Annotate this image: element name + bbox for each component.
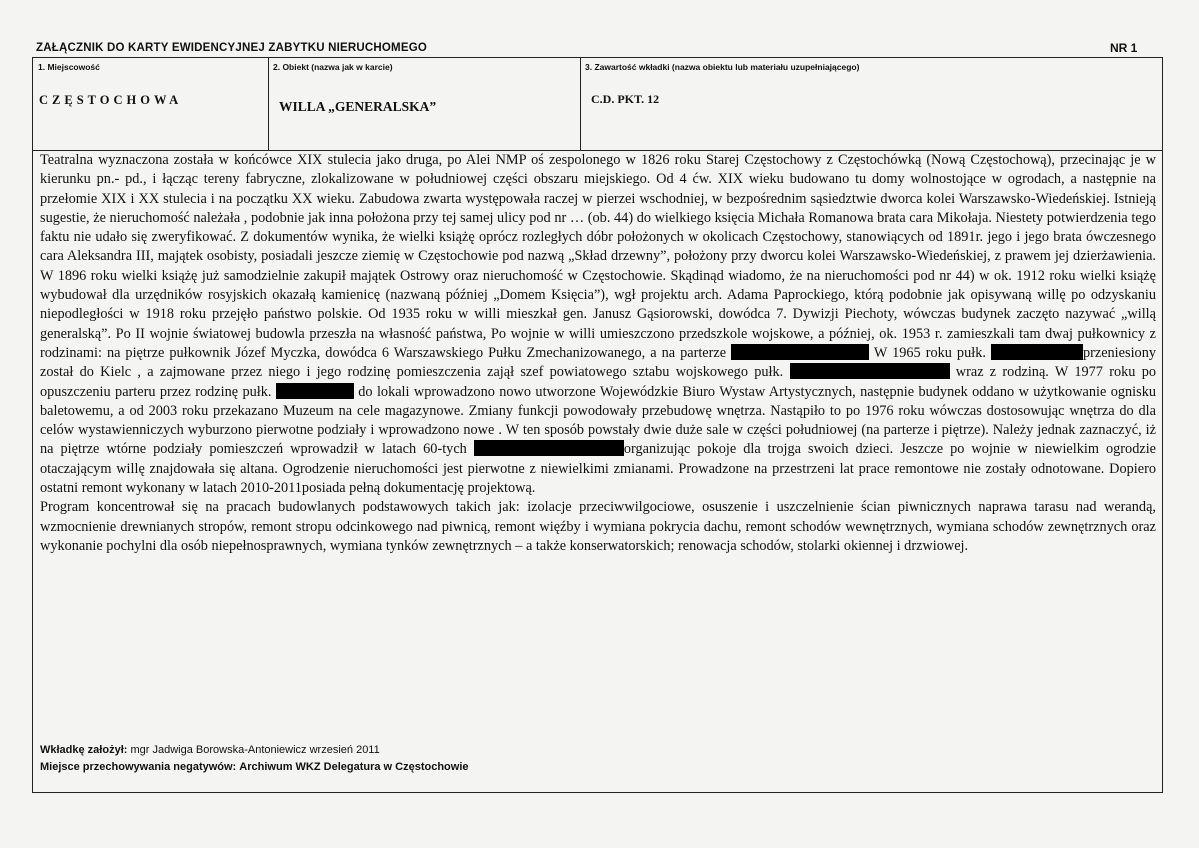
document-number: NR 1 xyxy=(1110,41,1138,55)
text-segment: wraz z rodziną. W 1977 roku po opuszczeniu parteru przez rodzinę pułk. xyxy=(40,364,1156,400)
storage-label: Miejsce przechowywania negatywów: xyxy=(40,761,237,773)
text-segment: przeniesiony został do Kielc , a zajmowane przez niego i jego rodzinę pomieszczenia zajął szef powiatowego sztabu wojskowego pułk. xyxy=(40,344,1156,381)
redaction-bar xyxy=(474,440,624,456)
author-line xyxy=(40,744,380,756)
content-label: 3. Zawartość wkładki (nazwa obiektu lub materiału uzupełniającego) xyxy=(585,62,860,72)
redaction-bar xyxy=(991,344,1083,360)
storage-value: Archiwum WKZ Delegatura w Częstochowie xyxy=(239,761,469,773)
author-value: mgr Jadwiga Borowska-Antoniewicz wrzesień 2011 xyxy=(130,744,380,756)
column-divider xyxy=(580,58,581,150)
form-frame xyxy=(32,57,1163,793)
description-text xyxy=(40,151,1156,556)
text-segment: organizując pokoje dla trojga swoich dzieci. Jeszcze po wojnie w niewielkim ogrodzie otaczającym willę znajdowała się altana. Ogrodzenie nieruchomości jest pierwotne z niewielkimi zmianami. Prowadzone na przestrzeni lat prace remontowe nie zostały odnotowane. Dopiero ostatni remont wykonany w latach 2010-2011posiada pełną dokumentację projektową. xyxy=(40,441,1157,497)
object-value: WILLA „GENERALSKA” xyxy=(279,99,437,114)
redaction-bar xyxy=(731,344,869,360)
column-divider xyxy=(268,58,269,150)
storage-line xyxy=(40,761,469,773)
text-segment: W 1965 roku pułk. xyxy=(873,344,986,361)
description-paragraph: Program koncentrował się na pracach budowlanych podstawowych takich jak: izolacje przeciwwilgociowe, osuszenie i uszczelnienie ścian piwnicznych naprawa tarasu nad werandą, wzmocnienie drewnianych stropów, remont stropu odcinkowego nad piwnicą, remont więźby i wymiana pokrycia dachu, remont schodów wewnętrznych, wymiana schodów zewnętrznych oraz wykonanie pochylni dla osób niepełnosprawnych, wymiana tynków zewnętrznych – a także konserwatorskich; renowacja schodów, stolarki okiennej i drzwiowej. xyxy=(40,499,1156,554)
locality-value: CZĘSTOCHOWA xyxy=(39,93,183,107)
document-title: ZAŁĄCZNIK DO KARTY EWIDENCYJNEJ ZABYTKU NIERUCHOMEGO xyxy=(36,42,427,54)
text-segment: do lokali wprowadzono nowo utworzone Wojewódzkie Biuro Wystaw Artystycznych, następnie budynek oddano w użytkowanie ognisku baletowemu, a od 2003 roku przekazano Muzeum na cele magazynowe. Zmiany funkcji powodowały przebudowę wnętrza. Nastąpiło to po 1976 roku wówczas dostosowując wnętrza do dla celów wystawienniczych wyburzono pierwotne podziały i wprowadzono nowe . W ten sposób powstały dwie duże sale w części południowej (na parterze i piętrze). Należy jednak zaznaczyć, iż na piętrze wtórne podziały pomieszczeń wprowadził w latach 60-tych xyxy=(40,383,1156,458)
text-segment: Teatralna wyznaczona została w końcówce XIX stulecia jako druga, po Alei NMP oś zespolonego w 1826 roku Starej Częstochowy z Częstochówką (Nową Częstochową), przecinając je w kierunku pn.- pd., i łącząc tereny fabryczne, zlokalizowane w południowej części obszaru miejskiego. Od 4 ćw. XIX wieku budowano tu domy wolnostojące w ogrodach, a następnie na przełomie XIX i XX stulecia i na początku XX wieku. Zabudowa zwarta występowała raczej w pierzei wschodniej, w bezpośrednim sąsiedztwie dworca kolei Warszawsko-Wiedeńskiej. Istnieją sugestie, że nieruchomość należała , podobnie jak inna położona przy tej samej ulicy pod nr … (ob. 44) do wielkiego księcia Michała Romanowa brata cara Mikołaja. Niestety potwierdzenia tego faktu nie udało się zweryfikować. Z dokumentów wynika, że wielki książę oprócz rozległych dóbr położonych w okolicach Częstochowy, stanowiących od 1891r. jego i jego brata ówczesnego cara Aleksandra III, majątek osobisty, posiadali jeszcze ziemię w Częstochowie pod nazwą „Skład drzewny”, położony przy dworcu kolei Warszawsko-Wiedeńskiej, z prawem jej dzierżawienia. W 1896 roku wielki książę już samodzielnie zakupił majątek Ostrowy oraz nieruchomość w Częstochowie. Skądinąd wiadomo, że na nieruchomości pod nr 44) w ok. 1912 roku wielki książę wybudował dla urzędników rosyjskich okazałą kamienicę (nazwaną później „Domem Księcia”), wgł projektu arch. Adama Paprockiego, którą podobnie jak opisywaną willę po odzyskaniu niepodległości w 1918 roku przejęło państwo polskie. Od 1935 roku w willi mieszkał gen. Janusz Gąsiorowski, dowódca 7. Dywizji Piechoty, wówczas budynek zaczęto nazywać „willą generalską”. Po II wojnie światowej budowla przeszła na własność państwa, Po wojnie w willi umieszczono przedszkole wojskowe, a później, ok. 1953 r. zamieszkali tam dwaj pułkownicy z rodzinami: na piętrze pułkownik Józef Myczka, dowódca 6 Warszawskiego Pułku Zmechanizowanego, a na parterze xyxy=(40,152,1156,361)
redaction-bar xyxy=(276,383,354,399)
locality-label: 1. Miejscowość xyxy=(38,62,100,72)
object-label: 2. Obiekt (nazwa jak w karcie) xyxy=(273,62,393,72)
description-paragraph xyxy=(40,151,1156,498)
author-label: Wkładkę założył: xyxy=(40,744,128,756)
content-value: C.D. PKT. 12 xyxy=(591,92,660,106)
redaction-bar xyxy=(790,363,950,379)
